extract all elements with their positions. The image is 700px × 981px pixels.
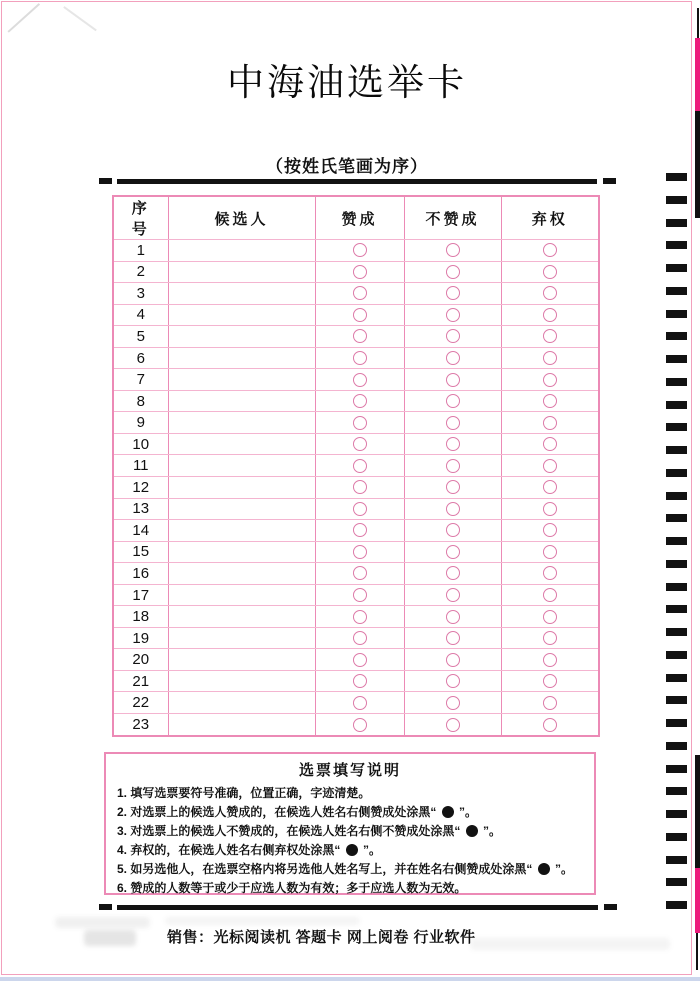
abstain-cell — [501, 261, 599, 283]
approve-bubble[interactable] — [353, 718, 367, 732]
abstain-bubble[interactable] — [543, 696, 557, 710]
disapprove-bubble[interactable] — [446, 696, 460, 710]
timing-mark — [666, 378, 687, 386]
candidate-name-cell[interactable] — [168, 649, 315, 671]
abstain-bubble[interactable] — [543, 631, 557, 645]
footer-text: 销售：光标阅读机 答题卡 网上阅卷 行业软件 — [167, 929, 476, 946]
candidate-name-cell[interactable] — [168, 240, 315, 262]
row-number: 15 — [113, 541, 168, 563]
candidate-name-cell[interactable] — [168, 455, 315, 477]
row-number: 8 — [113, 390, 168, 412]
table-row — [113, 541, 599, 563]
approve-bubble[interactable] — [353, 243, 367, 257]
filled-bubble-example-icon — [442, 806, 454, 818]
disapprove-cell — [404, 390, 501, 412]
table-row — [113, 433, 599, 455]
ballot-table-header — [113, 196, 599, 240]
disapprove-bubble[interactable] — [446, 437, 460, 451]
approve-bubble[interactable] — [353, 394, 367, 408]
disapprove-cell — [404, 326, 501, 348]
abstain-cell — [501, 477, 599, 499]
disapprove-bubble[interactable] — [446, 373, 460, 387]
approve-bubble[interactable] — [353, 437, 367, 451]
abstain-cell — [501, 627, 599, 649]
approve-bubble[interactable] — [353, 459, 367, 473]
abstain-cell — [501, 563, 599, 585]
candidate-name-cell[interactable] — [168, 714, 315, 736]
approve-cell — [315, 433, 404, 455]
instruction-item: 6. 赞成的人数等于或少于应选人数为有效；多于应选人数为无效。 — [117, 881, 467, 895]
row-number: 13 — [113, 498, 168, 520]
timing-mark — [666, 469, 687, 477]
timing-mark — [666, 878, 687, 886]
abstain-cell — [501, 541, 599, 563]
abstain-cell — [501, 240, 599, 262]
approve-cell — [315, 649, 404, 671]
abstain-cell — [501, 455, 599, 477]
instructions-box — [104, 752, 596, 895]
disapprove-bubble[interactable] — [446, 265, 460, 279]
abstain-cell — [501, 347, 599, 369]
timing-mark — [666, 332, 687, 340]
approve-cell — [315, 412, 404, 434]
timing-mark — [666, 674, 687, 682]
row-number: 12 — [113, 477, 168, 499]
approve-cell — [315, 477, 404, 499]
approve-bubble[interactable] — [353, 308, 367, 322]
timing-mark — [666, 651, 687, 659]
approve-cell — [315, 670, 404, 692]
abstain-cell — [501, 606, 599, 628]
table-row — [113, 326, 599, 348]
row-number: 10 — [113, 433, 168, 455]
disapprove-bubble[interactable] — [446, 394, 460, 408]
timing-mark — [666, 310, 687, 318]
candidate-name-cell[interactable] — [168, 347, 315, 369]
disapprove-bubble[interactable] — [446, 351, 460, 365]
approve-cell — [315, 692, 404, 714]
candidate-name-cell[interactable] — [168, 520, 315, 542]
abstain-bubble[interactable] — [543, 308, 557, 322]
row-number: 1 — [113, 240, 168, 262]
edge-strip-black — [695, 755, 700, 868]
timing-mark — [666, 856, 687, 864]
table-row — [113, 477, 599, 499]
timing-mark — [666, 742, 687, 750]
abstain-bubble[interactable] — [543, 459, 557, 473]
approve-cell — [315, 606, 404, 628]
disapprove-bubble[interactable] — [446, 502, 460, 516]
abstain-cell — [501, 369, 599, 391]
approve-bubble[interactable] — [353, 523, 367, 537]
timing-bar — [117, 179, 597, 184]
timing-mark — [666, 196, 687, 204]
table-row — [113, 520, 599, 542]
filled-bubble-example-icon — [466, 825, 478, 837]
disapprove-cell — [404, 498, 501, 520]
disapprove-cell — [404, 283, 501, 305]
column-header-abstain: 弃权 — [501, 196, 599, 240]
table-row — [113, 261, 599, 283]
header-row — [113, 196, 599, 240]
candidate-name-cell[interactable] — [168, 563, 315, 585]
timing-mark — [666, 355, 687, 363]
table-row — [113, 714, 599, 736]
timing-mark — [666, 423, 687, 431]
disapprove-bubble[interactable] — [446, 588, 460, 602]
row-number: 16 — [113, 563, 168, 585]
table-row — [113, 627, 599, 649]
abstain-bubble[interactable] — [543, 437, 557, 451]
approve-cell — [315, 283, 404, 305]
table-row — [113, 563, 599, 585]
disapprove-bubble[interactable] — [446, 566, 460, 580]
abstain-bubble[interactable] — [543, 286, 557, 300]
abstain-bubble[interactable] — [543, 718, 557, 732]
abstain-bubble[interactable] — [543, 502, 557, 516]
abstain-cell — [501, 433, 599, 455]
approve-bubble[interactable] — [353, 631, 367, 645]
row-number: 17 — [113, 584, 168, 606]
timing-mark — [666, 446, 687, 454]
page-subtitle: （按姓氏笔画为序） — [266, 157, 428, 176]
disapprove-bubble[interactable] — [446, 329, 460, 343]
ballot-table — [112, 195, 600, 737]
disapprove-cell — [404, 240, 501, 262]
approve-bubble[interactable] — [353, 351, 367, 365]
ballot-table-body — [113, 240, 599, 737]
approve-cell — [315, 714, 404, 736]
approve-bubble[interactable] — [353, 286, 367, 300]
timing-mark — [666, 173, 687, 181]
abstain-bubble[interactable] — [543, 394, 557, 408]
showthrough-smudge — [84, 930, 136, 946]
disapprove-cell — [404, 433, 501, 455]
table-row — [113, 584, 599, 606]
disapprove-bubble[interactable] — [446, 416, 460, 430]
disapprove-cell — [404, 541, 501, 563]
abstain-bubble[interactable] — [543, 523, 557, 537]
approve-cell — [315, 326, 404, 348]
candidate-name-cell[interactable] — [168, 412, 315, 434]
approve-cell — [315, 390, 404, 412]
table-row — [113, 692, 599, 714]
approve-cell — [315, 347, 404, 369]
abstain-bubble[interactable] — [543, 351, 557, 365]
disapprove-cell — [404, 692, 501, 714]
disapprove-cell — [404, 369, 501, 391]
approve-bubble[interactable] — [353, 610, 367, 624]
abstain-bubble[interactable] — [543, 373, 557, 387]
approve-cell — [315, 627, 404, 649]
row-number: 22 — [113, 692, 168, 714]
approve-bubble[interactable] — [353, 566, 367, 580]
abstain-cell — [501, 412, 599, 434]
instruction-item: 1. 填写选票要符号准确，位置正确，字迹清楚。 — [117, 786, 371, 800]
abstain-cell — [501, 520, 599, 542]
candidate-name-cell[interactable] — [168, 283, 315, 305]
disapprove-cell — [404, 477, 501, 499]
approve-cell — [315, 455, 404, 477]
timing-mark — [666, 537, 687, 545]
timing-mark — [666, 264, 687, 272]
table-row — [113, 670, 599, 692]
row-number: 3 — [113, 283, 168, 305]
timing-mark — [666, 833, 687, 841]
instruction-item: 4. 弃权的，在候选人姓名右侧弃权处涂黑“ ”。 — [117, 843, 382, 857]
edge-strip-black — [696, 933, 698, 970]
column-header-candidate: 候选人 — [168, 196, 315, 240]
abstain-cell — [501, 390, 599, 412]
disapprove-bubble[interactable] — [446, 674, 460, 688]
disapprove-cell — [404, 261, 501, 283]
filled-bubble-example-icon — [346, 844, 358, 856]
disapprove-cell — [404, 347, 501, 369]
abstain-bubble[interactable] — [543, 545, 557, 559]
disapprove-bubble[interactable] — [446, 480, 460, 494]
table-row — [113, 390, 599, 412]
disapprove-cell — [404, 412, 501, 434]
row-number: 20 — [113, 649, 168, 671]
showthrough-smudge — [55, 917, 150, 928]
candidate-name-cell[interactable] — [168, 369, 315, 391]
disapprove-cell — [404, 455, 501, 477]
instructions-title: 选票填写说明 — [298, 762, 401, 779]
candidate-name-cell[interactable] — [168, 584, 315, 606]
approve-cell — [315, 240, 404, 262]
timing-dash-right — [604, 904, 617, 910]
abstain-bubble[interactable] — [543, 653, 557, 667]
row-number: 11 — [113, 455, 168, 477]
row-number: 14 — [113, 520, 168, 542]
edge-strip-magenta — [695, 868, 700, 933]
approve-bubble[interactable] — [353, 588, 367, 602]
timing-mark — [666, 241, 687, 249]
abstain-bubble[interactable] — [543, 265, 557, 279]
disapprove-cell — [404, 670, 501, 692]
column-header-seq: 序 号 — [113, 196, 168, 240]
disapprove-cell — [404, 714, 501, 736]
timing-dash-left — [99, 178, 112, 184]
timing-bar — [117, 905, 598, 910]
instruction-item: 5. 如另选他人，在选票空格内将另选他人姓名写上，并在姓名右侧赞成处涂黑“ ”。 — [117, 862, 574, 876]
approve-bubble[interactable] — [353, 265, 367, 279]
abstain-cell — [501, 283, 599, 305]
timing-mark — [666, 696, 687, 704]
abstain-cell — [501, 304, 599, 326]
timing-mark — [666, 628, 687, 636]
showthrough-smudge — [470, 938, 670, 950]
table-row — [113, 347, 599, 369]
showthrough-smudge — [165, 917, 360, 925]
approve-bubble[interactable] — [353, 674, 367, 688]
table-row — [113, 283, 599, 305]
edge-strip-black — [695, 111, 700, 218]
approve-cell — [315, 498, 404, 520]
disapprove-bubble[interactable] — [446, 308, 460, 322]
candidate-name-cell[interactable] — [168, 326, 315, 348]
timing-mark — [666, 514, 687, 522]
timing-mark — [666, 901, 687, 909]
timing-mark — [666, 810, 687, 818]
disapprove-bubble[interactable] — [446, 631, 460, 645]
candidate-name-cell[interactable] — [168, 433, 315, 455]
candidate-name-cell[interactable] — [168, 477, 315, 499]
timing-dash-right — [603, 178, 616, 184]
abstain-bubble[interactable] — [543, 610, 557, 624]
instructions-list — [117, 784, 586, 898]
row-number: 21 — [113, 670, 168, 692]
row-number: 19 — [113, 627, 168, 649]
timing-mark — [666, 219, 687, 227]
abstain-bubble[interactable] — [543, 243, 557, 257]
approve-cell — [315, 520, 404, 542]
approve-bubble[interactable] — [353, 545, 367, 559]
page-title: 中海油选举卡 — [227, 63, 467, 104]
filled-bubble-example-icon — [538, 863, 550, 875]
abstain-bubble[interactable] — [543, 416, 557, 430]
table-row — [113, 498, 599, 520]
table-row — [113, 455, 599, 477]
disapprove-bubble[interactable] — [446, 243, 460, 257]
candidate-name-cell[interactable] — [168, 692, 315, 714]
abstain-cell — [501, 498, 599, 520]
timing-mark — [666, 765, 687, 773]
candidate-name-cell[interactable] — [168, 390, 315, 412]
abstain-bubble[interactable] — [543, 329, 557, 343]
approve-cell — [315, 584, 404, 606]
disapprove-bubble[interactable] — [446, 459, 460, 473]
disapprove-cell — [404, 649, 501, 671]
column-header-approve: 赞成 — [315, 196, 404, 240]
disapprove-bubble[interactable] — [446, 653, 460, 667]
candidate-name-cell[interactable] — [168, 304, 315, 326]
scan-bottom-edge — [0, 977, 700, 981]
timing-mark — [666, 492, 687, 500]
abstain-cell — [501, 326, 599, 348]
disapprove-cell — [404, 584, 501, 606]
approve-bubble[interactable] — [353, 329, 367, 343]
disapprove-bubble[interactable] — [446, 523, 460, 537]
abstain-cell — [501, 670, 599, 692]
abstain-bubble[interactable] — [543, 588, 557, 602]
disapprove-bubble[interactable] — [446, 286, 460, 300]
corner-crease — [7, 3, 39, 32]
candidate-name-cell[interactable] — [168, 541, 315, 563]
row-number: 2 — [113, 261, 168, 283]
approve-cell — [315, 541, 404, 563]
table-row — [113, 649, 599, 671]
disapprove-cell — [404, 627, 501, 649]
candidate-name-cell[interactable] — [168, 498, 315, 520]
column-header-disapprove: 不赞成 — [404, 196, 501, 240]
timing-mark — [666, 719, 687, 727]
timing-mark — [666, 401, 687, 409]
row-number: 7 — [113, 369, 168, 391]
disapprove-cell — [404, 520, 501, 542]
approve-bubble[interactable] — [353, 480, 367, 494]
abstain-cell — [501, 649, 599, 671]
approve-cell — [315, 261, 404, 283]
disapprove-bubble[interactable] — [446, 718, 460, 732]
row-number: 5 — [113, 326, 168, 348]
row-number: 18 — [113, 606, 168, 628]
table-row — [113, 369, 599, 391]
abstain-cell — [501, 584, 599, 606]
timing-mark — [666, 605, 687, 613]
timing-mark — [666, 787, 687, 795]
approve-cell — [315, 563, 404, 585]
approve-bubble[interactable] — [353, 653, 367, 667]
approve-bubble[interactable] — [353, 416, 367, 430]
timing-mark — [666, 560, 687, 568]
disapprove-cell — [404, 563, 501, 585]
table-row — [113, 606, 599, 628]
edge-strip-black — [697, 8, 699, 38]
abstain-cell — [501, 692, 599, 714]
disapprove-cell — [404, 304, 501, 326]
approve-bubble[interactable] — [353, 696, 367, 710]
candidate-name-cell[interactable] — [168, 627, 315, 649]
timing-dash-left — [99, 904, 112, 910]
row-number: 23 — [113, 714, 168, 736]
row-number: 4 — [113, 304, 168, 326]
instruction-item: 3. 对选票上的候选人不赞成的，在候选人姓名右侧不赞成处涂黑“ ”。 — [117, 824, 502, 838]
instruction-item: 2. 对选票上的候选人赞成的，在候选人姓名右侧赞成处涂黑“ ”。 — [117, 805, 478, 819]
candidate-name-cell[interactable] — [168, 606, 315, 628]
table-row — [113, 240, 599, 262]
table-row — [113, 412, 599, 434]
disapprove-bubble[interactable] — [446, 610, 460, 624]
candidate-name-cell[interactable] — [168, 261, 315, 283]
disapprove-bubble[interactable] — [446, 545, 460, 559]
abstain-bubble[interactable] — [543, 674, 557, 688]
edge-strip-magenta — [695, 38, 700, 111]
approve-cell — [315, 304, 404, 326]
abstain-bubble[interactable] — [543, 566, 557, 580]
disapprove-cell — [404, 606, 501, 628]
abstain-cell — [501, 714, 599, 736]
approve-bubble[interactable] — [353, 502, 367, 516]
approve-bubble[interactable] — [353, 373, 367, 387]
timing-mark — [666, 583, 687, 591]
timing-mark — [666, 287, 687, 295]
approve-cell — [315, 369, 404, 391]
abstain-bubble[interactable] — [543, 480, 557, 494]
row-number: 6 — [113, 347, 168, 369]
table-row — [113, 304, 599, 326]
candidate-name-cell[interactable] — [168, 670, 315, 692]
corner-crease — [64, 6, 97, 31]
row-number: 9 — [113, 412, 168, 434]
